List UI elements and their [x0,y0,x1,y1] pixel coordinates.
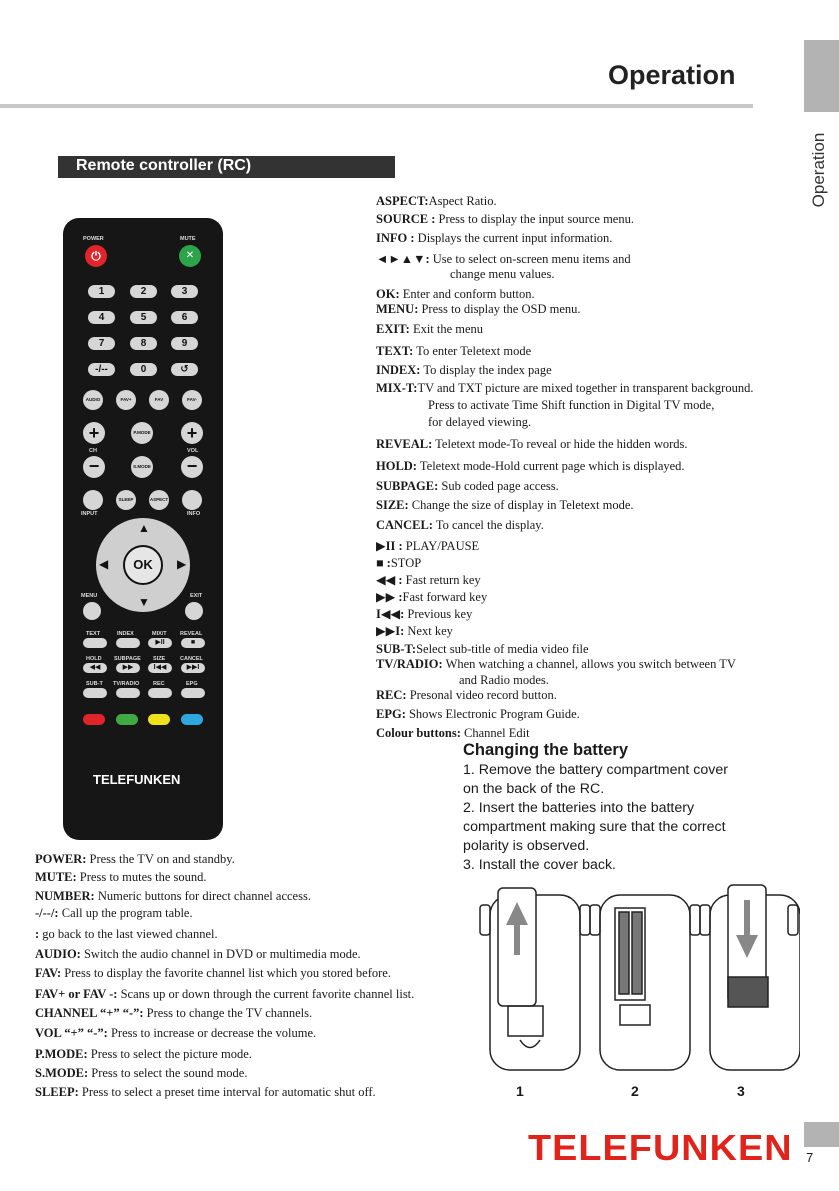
description-key: TV/RADIO: [376,657,443,671]
battery-figures [470,880,800,1080]
description-key: SOURCE : [376,212,436,226]
description-key: SIZE: [376,498,409,512]
description-text: Press to mutes the sound. [76,870,207,884]
description-line [376,556,421,571]
description-text: To display the index page [420,363,552,377]
subt-key [83,688,107,698]
page-number-tab [804,1122,839,1147]
description-key: FAV+ or FAV -: [35,987,118,1001]
stop-icon: ■ [181,638,205,648]
info-label: INFO [187,511,201,517]
description-text: Press to change the TV channels. [143,1006,313,1020]
description-key: S.MODE: [35,1066,89,1080]
subt-label: SUB-T [86,681,103,687]
description-key: TEXT: [376,344,414,358]
description-text: Call up the program table. [58,906,193,920]
description-key: SUB-T: [376,642,417,656]
description-line [35,1026,316,1041]
vol-minus-icon: − [181,456,203,478]
description-text: TV and TXT picture are mixed together in transparent background. [417,381,754,395]
description-line [376,287,535,302]
description-key: INDEX: [376,363,421,377]
aspect-key: ASPECT [149,490,169,510]
pmode-key: P.MODE [131,422,153,444]
battery-line: polarity is observed. [463,838,590,854]
description-key: SUBPAGE: [376,479,439,493]
description-line [35,1085,376,1100]
description-line [35,987,414,1002]
green-key [116,714,138,725]
footer-logo: TELEFUNKEN [528,1127,793,1168]
tvradio-label: TV/RADIO [113,681,140,687]
description-text: go back to the last viewed channel. [39,927,218,941]
play-pause-icon: ▶II [148,638,172,648]
description-line [35,927,218,942]
description-line [35,906,193,921]
hold-label: HOLD [86,656,102,662]
description-text: To enter Teletext mode [413,344,532,358]
mixt-label: MIX/T [152,631,167,637]
right-arrow-icon: ▶ [177,557,187,571]
description-text: Press to select a preset time interval for automatic shut off. [78,1085,376,1099]
next-icon: ▶▶I [181,663,205,673]
description-text: STOP [390,556,422,570]
header-rule [0,104,753,108]
sleep-key: SLEEP [116,490,136,510]
description-line [376,322,483,337]
left-arrow-icon: ◀ [99,557,109,571]
description-key: : [35,927,40,941]
description-text: When watching a channel, allows you switch between TV [442,657,736,671]
description-key: MUTE: [35,870,77,884]
remote-brand: TELEFUNKEN [93,772,181,787]
description-text: Press to select the picture mode. [87,1047,252,1061]
page-number: 7 [806,1150,814,1165]
description-line [376,344,531,359]
description-line [35,947,361,962]
description-key: -/--/: [35,906,59,920]
description-text: Displays the current input information. [414,231,613,245]
side-tab [804,40,839,112]
battery-figure-3 [700,885,800,1070]
exit-key [185,602,203,620]
description-text: Channel Edit [460,726,530,740]
section-title: Remote controller (RC) [76,157,252,174]
description-text: Switch the audio channel in DVD or multimedia mode. [80,947,361,961]
description-line [35,870,207,885]
cancel-label: CANCEL [180,656,203,662]
figure-label-1: 1 [516,1083,524,1099]
description-line [376,657,736,672]
description-line [376,194,497,209]
vol-plus-icon: + [181,422,203,444]
battery-line: on the back of the RC. [463,781,605,797]
description-line [35,966,391,981]
description-key: NUMBER: [35,889,95,903]
rec-key [148,688,172,698]
description-text: Next key [404,624,453,638]
power-icon: ⏻ [85,245,107,267]
description-text: Previous key [404,607,473,621]
index-label: INDEX [117,631,134,637]
digit-0-key: 0 [130,363,157,376]
ch-minus-icon: − [83,456,105,478]
description-line [35,889,311,904]
description-key: FAV: [35,966,62,980]
description-key: Colour buttons: [376,726,461,740]
description-line [376,539,479,554]
digit-9-key: 9 [171,337,198,350]
battery-title: Changing the battery [463,741,629,759]
info-key [182,490,202,510]
fav-key: FAV [149,390,169,410]
description-key: ◄►▲▼: [376,252,430,266]
remote-illustration [63,218,223,840]
description-line [376,624,453,639]
power-label: POWER [83,236,104,242]
description-key: AUDIO: [35,947,81,961]
description-key: VOL “+” “-”: [35,1026,108,1040]
description-key: REC: [376,688,407,702]
description-text: Enter and conform button. [399,287,535,301]
figure-label-3: 3 [737,1083,745,1099]
description-line [376,479,559,494]
subpage-label: SUBPAGE [114,656,141,662]
description-key: CHANNEL “+” “-”: [35,1006,144,1020]
figure-label-2: 2 [631,1083,639,1099]
description-key: ■ : [376,556,391,570]
description-line [376,252,631,267]
fav-plus-key: FAV+ [116,390,136,410]
description-text: and Radio modes. [459,673,549,687]
side-label [804,120,834,230]
side-label-text: Operation [809,132,828,208]
description-line [376,231,612,246]
description-line [376,498,634,513]
digit-8-key: 8 [130,337,157,350]
program-table-key: -/-- [88,363,115,376]
digit-7-key: 7 [88,337,115,350]
description-text: Sub coded page access. [438,479,559,493]
epg-label: EPG [186,681,198,687]
description-key: EXIT: [376,322,410,336]
description-text: Scans up or down through the current favorite channel list. [117,987,415,1001]
menu-label: MENU [81,593,98,599]
rec-label: REC [153,681,165,687]
description-line [376,381,753,396]
digit-5-key: 5 [130,311,157,324]
description-text: Exit the menu [409,322,484,336]
blue-key [181,714,203,725]
description-key: P.MODE: [35,1047,88,1061]
fav-minus-key: FAV- [182,390,202,410]
index-key [116,638,140,648]
description-text: Press to activate Time Shift function in Digital TV mode, [428,398,715,412]
digit-4-key: 4 [88,311,115,324]
previous-icon: I◀◀ [148,663,172,673]
description-key: MIX-T: [376,381,418,395]
menu-key [83,602,101,620]
description-line [376,437,688,452]
section-heading [58,156,395,178]
smode-key: S.MODE [131,456,153,478]
text-label: TEXT [86,631,101,637]
description-key: ASPECT: [376,194,429,208]
description-text: Aspect Ratio. [428,194,497,208]
battery-line: 1. Remove the battery compartment cover [463,762,728,778]
vol-label: VOL [187,448,199,454]
input-label: INPUT [81,511,98,517]
description-line [376,707,580,722]
description-text: Press to display the favorite channel list which you stored before. [61,966,391,980]
size-label: SIZE [153,656,166,662]
description-text: To cancel the display. [432,518,544,532]
description-line [376,590,487,605]
battery-line: compartment making sure that the correct [463,819,726,835]
description-line [376,518,544,533]
description-text: Fast forward key [402,590,488,604]
description-line [376,726,530,741]
description-text: Presonal video record button. [406,688,557,702]
description-text: Press to display the OSD menu. [418,302,581,316]
tvradio-key [116,688,140,698]
description-text: Use to select on-screen menu items and [429,252,631,266]
fast-forward-icon: ▶▶ [116,663,140,673]
description-text: Press the TV on and standby. [86,852,235,866]
description-key: ▶II : [376,539,403,553]
description-line [376,607,472,622]
description-text: Numeric buttons for direct channel access. [94,889,311,903]
description-line [376,573,481,588]
description-key: EPG: [376,707,406,721]
description-key: POWER: [35,852,87,866]
description-key: ▶▶I: [376,624,405,638]
audio-key: AUDIO [83,390,103,410]
down-arrow-icon: ▼ [138,595,150,609]
description-key: I◀◀: [376,607,405,621]
description-key: MENU: [376,302,419,316]
description-text: Press to display the input source menu. [435,212,634,226]
description-line [376,302,581,317]
battery-line: 2. Insert the batteries into the battery [463,800,695,816]
description-line [35,1047,252,1062]
description-text: Shows Electronic Program Guide. [405,707,580,721]
description-key: ◀◀ : [376,573,403,587]
description-line [376,459,685,474]
description-key: REVEAL: [376,437,433,451]
fast-return-icon: ◀◀ [83,663,107,673]
description-line [35,1066,247,1081]
ok-key: OK [123,545,163,585]
description-line [428,415,531,430]
description-key: HOLD: [376,459,417,473]
description-key: OK: [376,287,400,301]
mute-icon: ✕ [179,245,201,267]
battery-figure-1 [480,888,590,1070]
description-line [459,673,549,688]
description-text: Teletext mode-Hold current page which is displayed. [416,459,685,473]
digit-1-key: 1 [88,285,115,298]
description-text: PLAY/PAUSE [402,539,480,553]
digit-2-key: 2 [130,285,157,298]
exit-label: EXIT [190,593,203,599]
description-line [376,212,634,227]
description-text: Select sub-title of media video file [416,642,589,656]
description-line [376,642,589,657]
description-line [428,398,714,413]
ch-plus-icon: + [83,422,105,444]
last-channel-icon: ↺ [171,363,198,376]
description-text: Press to select the sound mode. [88,1066,248,1080]
description-text: Fast return key [402,573,481,587]
description-key: INFO : [376,231,415,245]
description-line [376,363,552,378]
description-text: change menu values. [450,267,555,281]
battery-figure-2 [590,895,700,1070]
reveal-label: REVEAL [180,631,203,637]
description-text: Press to increase or decrease the volume. [107,1026,317,1040]
epg-key [181,688,205,698]
mute-label: MUTE [180,236,196,242]
red-key [83,714,105,725]
input-key [83,490,103,510]
description-key: CANCEL: [376,518,433,532]
description-line [376,688,557,703]
text-key [83,638,107,648]
digit-3-key: 3 [171,285,198,298]
description-key: ▶▶ : [376,590,403,604]
ch-label: CH [89,448,97,454]
page-title: Operation [608,60,736,90]
description-text: for delayed viewing. [428,415,532,429]
description-line [450,267,554,282]
description-text: Teletext mode-To reveal or hide the hidden words. [432,437,688,451]
description-key: SLEEP: [35,1085,79,1099]
battery-line: 3. Install the cover back. [463,857,616,873]
description-text: Change the size of display in Teletext mode. [408,498,634,512]
digit-6-key: 6 [171,311,198,324]
up-arrow-icon: ▲ [138,521,150,535]
description-line [35,1006,312,1021]
yellow-key [148,714,170,725]
description-line [35,852,235,867]
